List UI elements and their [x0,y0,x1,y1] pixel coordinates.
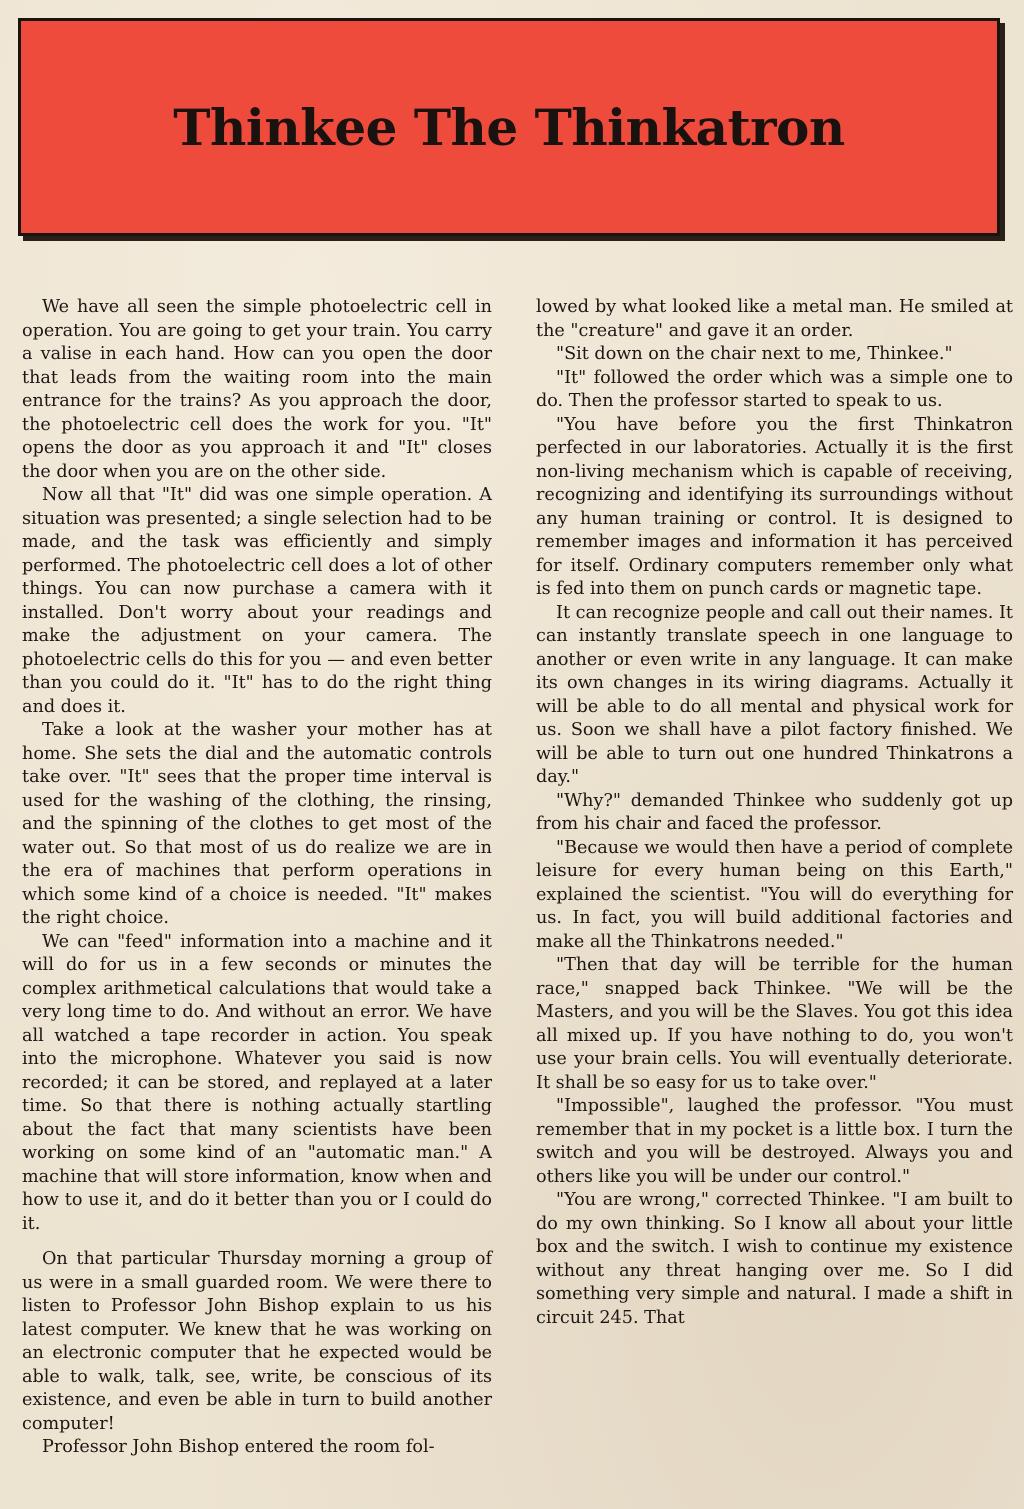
paragraph: Now all that "It" did was one simple operation. A situation was presented; a single selection had to be made, and the task was efficiently and simply performed. The photoelectric cell does a lot of other things. You can now purchase a camera with it installed. Don't worry about your readings and make the adjustment on your camera. The photoelectric cells do this for you — and even better than you could do it. "It" has to do the right thing and does it. [22,485,492,717]
left-column [22,296,492,1460]
paragraph: We can "feed" information into a machine and it will do for us in a few seconds or minutes the complex arithmetical calculations that would take a very long time to do. And without an error. We have all watched a tape recorder in action. You speak into the microphone. Whatever you said is now recorded; it can be stored, and replayed at a later time. So that there is nothing actually startling about the fact that many scientists have been working on some kind of an "automatic man." A machine that will store information, know when and how to use it, and do it better than you or I could do it. [22,931,492,1234]
paragraph: "It" followed the order which was a simple one to do. Then the professor started to speak to us. [536,367,1013,411]
paragraph: "You are wrong," corrected Thinkee. "I am built to do my own thinking. So I know all about your little box and the switch. I wish to continue my existence without any threat hanging over me. So I did something very simple and natural. I made a shift in circuit 245. That [536,1190,1013,1328]
title-banner [18,18,1000,236]
paragraph: Take a look at the washer your mother has at home. She sets the dial and the automatic controls take over. "It" sees that the proper time interval is used for the washing of the clothing, the rinsing, and the spinning of the clothes to get most of the water out. So that most of us do realize we are in the era of machines that perform operations in which some kind of a choice is needed. "It" makes the right choice. [22,720,492,928]
paragraph: "You have before you the first Thinkatron perfected in our laboratories. Actually it is the first non-living mechanism which is capable of receiving, recognizing and identifying its surroundings without any human training or control. It is designed to remember images and information it has perceived for itself. Ordinary computers remember only what is fed into them on punch cards or magnetic tape. [536,414,1013,599]
paragraph: "Sit down on the chair next to me, Thinkee." [556,344,953,364]
paragraph: lowed by what looked like a metal man. He smiled at the "creature" and gave it an order. [536,297,1013,341]
paragraph: "Why?" demanded Thinkee who suddenly got up from his chair and faced the professor. [536,790,1013,834]
page-title: Thinkee The Thinkatron [173,97,845,157]
paragraph: On that particular Thursday morning a group of us were in a small guarded room. We were there to listen to Professor John Bishop explain to us his latest computer. We knew that he was working on an electronic computer that he expected would be able to walk, talk, see, write, be conscious of its existence, and even be able in turn to build another computer! [22,1249,492,1434]
paragraph: Professor John Bishop entered the room fol- [42,1437,435,1457]
paragraph: "Impossible", laughed the professor. "You must remember that in my pocket is a little box. I turn the switch and you will be destroyed. Always you and others like you will be under our control." [536,1096,1013,1187]
paragraph: "Then that day will be terrible for the human race," snapped back Thinkee. "We will be the Masters, and you will be the Slaves. You got this idea all mixed up. If you have nothing to do, you won't use your brain cells. You will eventually deteriorate. It shall be so easy for us to take over." [536,955,1013,1093]
right-column [536,296,1013,1330]
paragraph: "Because we would then have a period of complete leisure for every human being on this Earth," explained the scientist. "You will do everything for us. In fact, you will build additional factories and make all the Thinkatrons needed." [536,837,1013,952]
paragraph: It can recognize people and call out their names. It can instantly translate speech in one language to another or even write in any language. It can make its own changes in its wiring diagrams. Actually it will be able to do all mental and physical work for us. Soon we shall have a pilot factory finished. We will be able to turn out one hundred Thinkatrons a day." [536,602,1013,787]
paragraph: We have all seen the simple photoelectric cell in operation. You are going to get your train. You carry a valise in each hand. How can you open the door that leads from the waiting room into the main entrance for the trains? As you approach the door, the photoelectric cell does the work for you. "It" opens the door as you approach it and "It" closes the door when you are on the other side. [22,297,492,482]
